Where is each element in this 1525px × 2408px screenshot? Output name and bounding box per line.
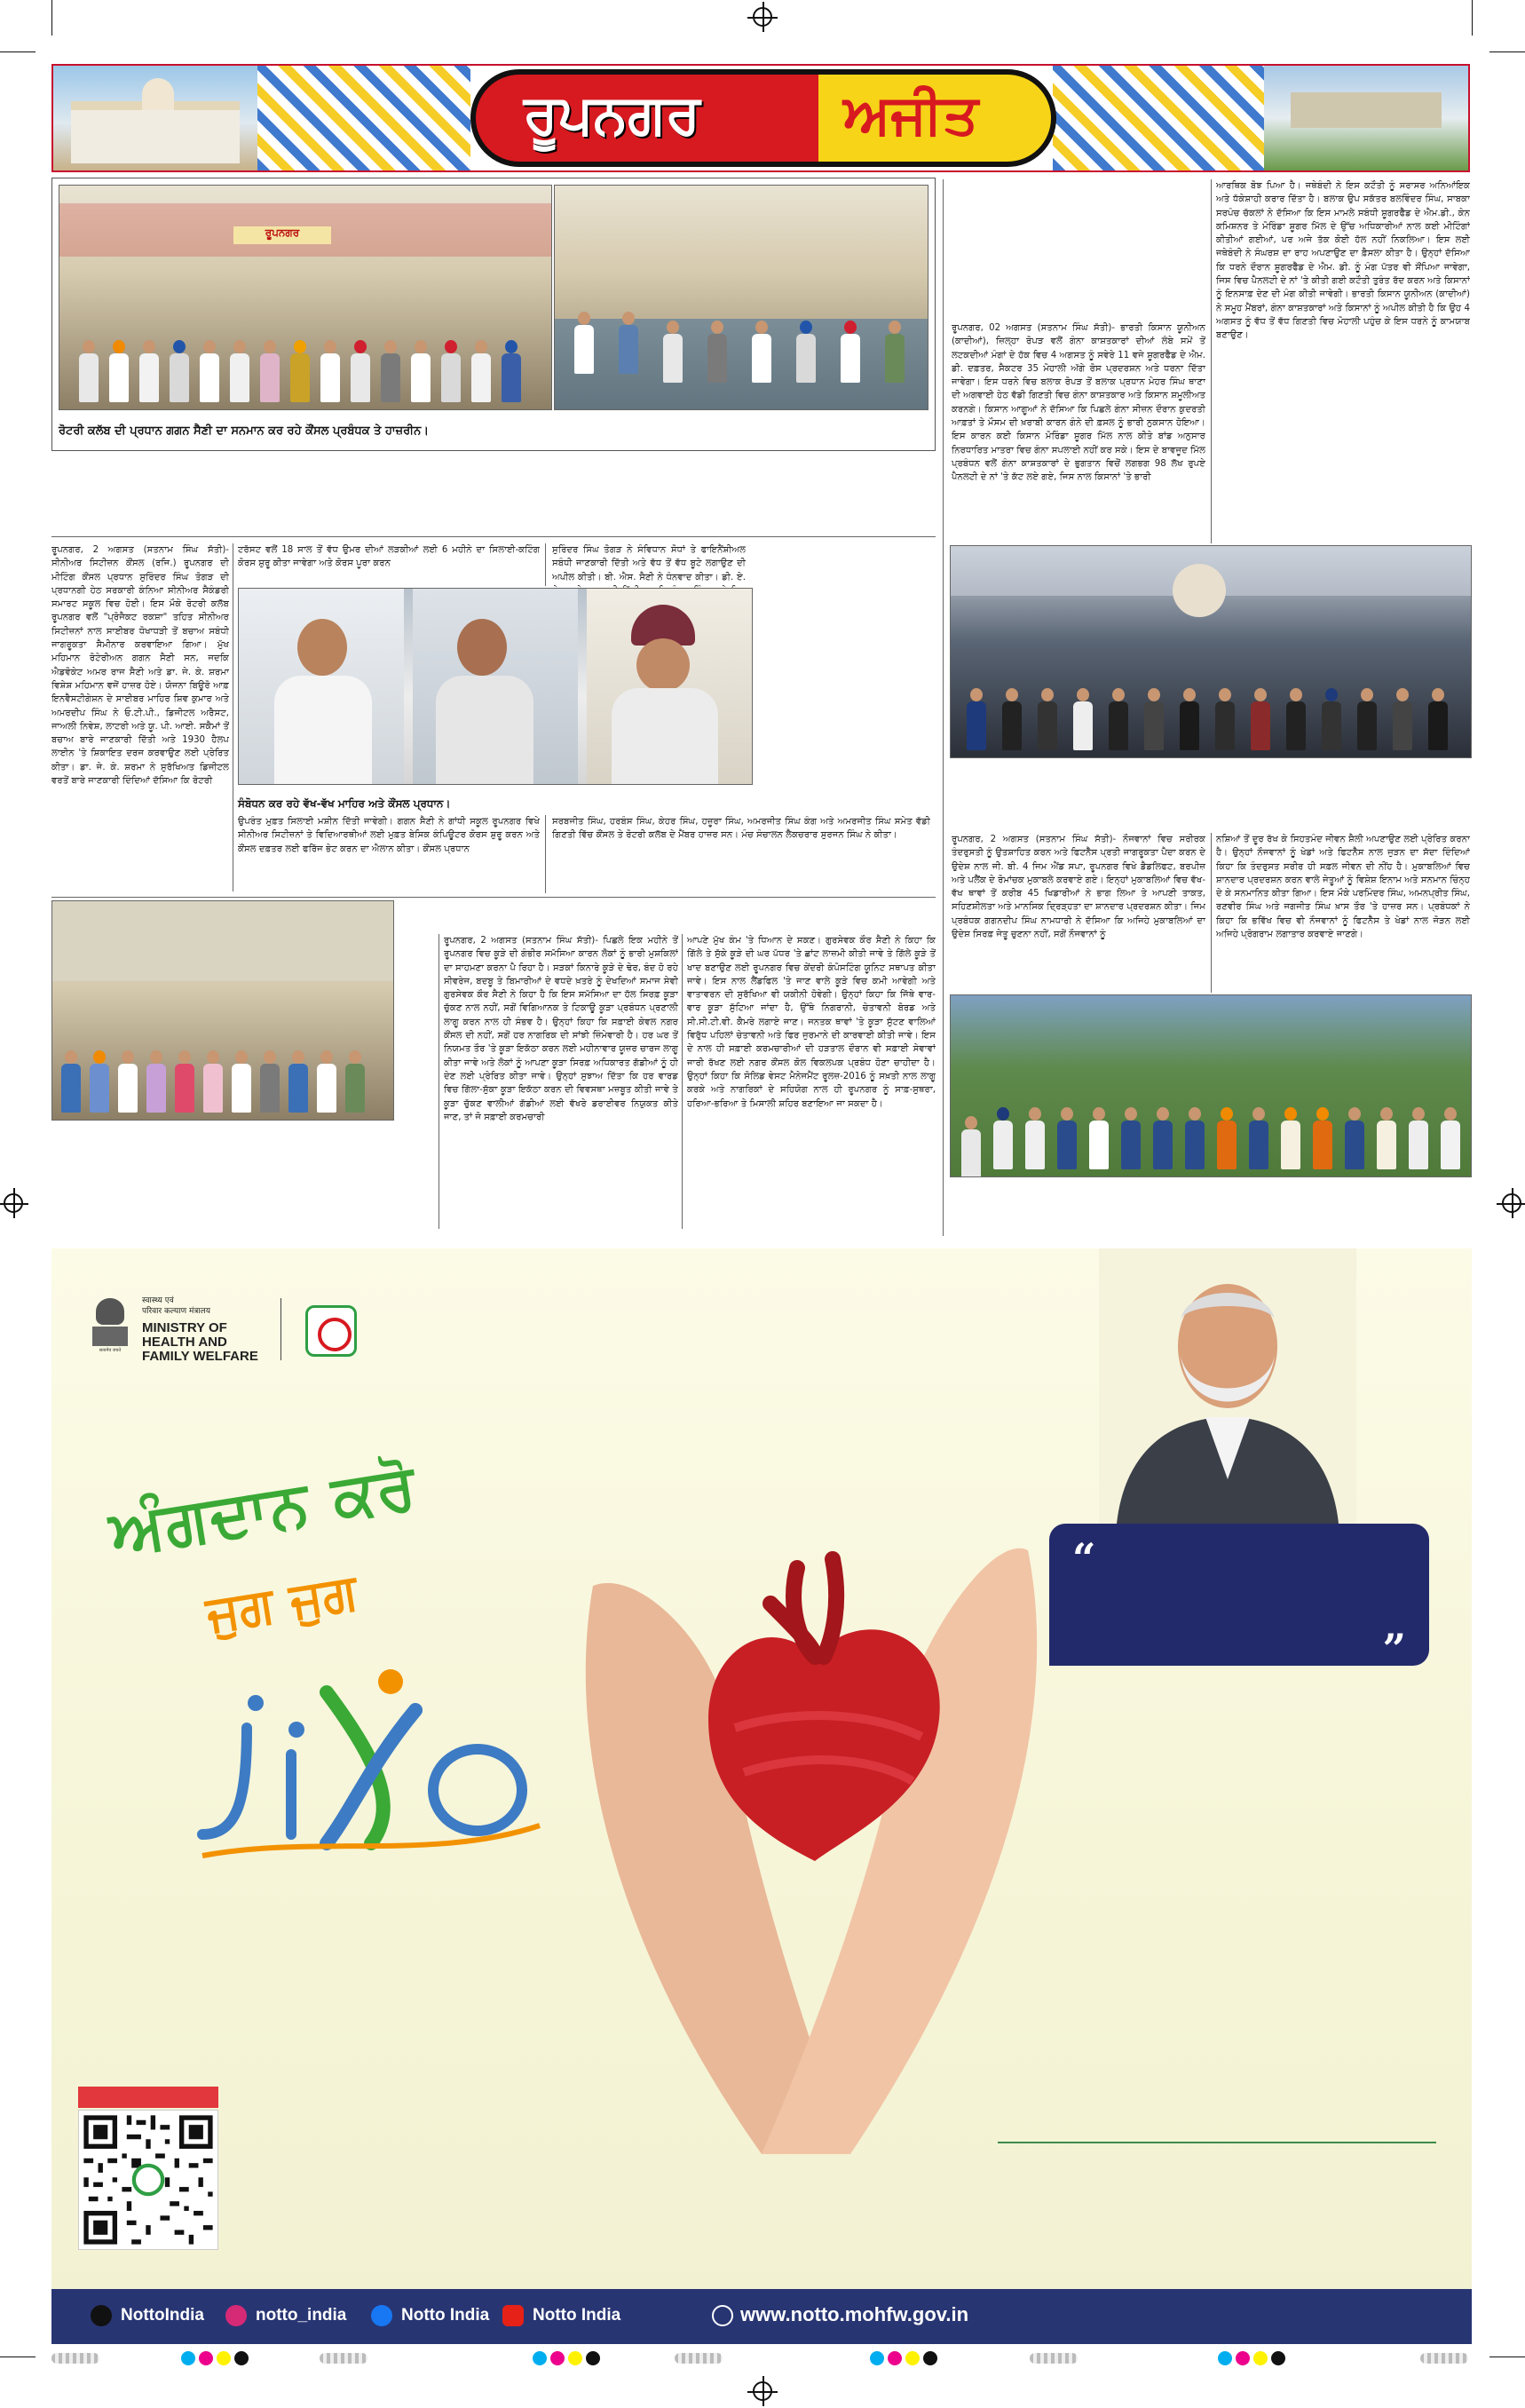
column-rule [1211, 179, 1212, 543]
story2-col2-bottom: ਉਪਰੰਤ ਮੁਫ਼ਤ ਸਿਲਾਈ ਮਸ਼ੀਨ ਦਿੱਤੀ ਜਾਵੇਗੀ। ਗਗਨ ਸੈਣੀ ਨੇ ਗਾਂਧੀ ਸਕੂਲ ਰੂਪਨਗਰ ਵਿਖੇ ਸੀਨੀਅਰ ਸਿਟੀਜ਼ਨਾਂ ਤੇ ਵਿਦਿਆਰਥੀਆਂ ਲਈ ਮੁਫ਼ਤ ਬੇਸਿਕ ਕੰਪਿਊਟਰ ਕੋਰਸ ਸ਼ੁਰੂ ਕਰਨ ਅਤੇ ਕੌਂਸਲ ਦਫ਼ਤਰ ਲਈ ਫਰਿੱਜ ਭੇਟ ਕਰਨ ਦਾ ਐਲਾਨ ਕੀਤਾ। ਕੌਂਸਲ ਪ੍ਰਧਾਨ [238, 817, 540, 854]
ministry-hindi-line2: परिवार कल्याण मंत्रालय [142, 1306, 210, 1316]
organ-donation-ad [51, 1248, 1472, 2344]
globe-icon [712, 2305, 733, 2326]
jiyo-logo-word: Jiyo [185, 1657, 186, 1658]
story5-col1: ਰੂਪਨਗਰ, 2 ਅਗਸਤ (ਸਤਨਾਮ ਸਿੰਘ ਸੱਤੀ)- ਪਿਛਲੇ ਇਕ ਮਹੀਨੇ ਤੋਂ ਰੂਪਨਗਰ ਵਿਚ ਕੂੜੇ ਦੀ ਗੰਭੀਰ ਸਮੱਸਿਆ ਕਾਰਨ ਲੋਕਾਂ ਨੂੰ ਭਾਰੀ ਮੁਸ਼ਕਿਲਾਂ ਦਾ ਸਾਹਮਣਾ ਕਰਨਾ ਪੈ ਰਿਹਾ ਹੈ। ਸੜਕਾਂ ਕਿਨਾਰੇ ਕੂੜੇ ਦੇ ਢੇਰ, ਬੰਦ ਹੋ ਰਹੇ ਸੀਵਰੇਜ, ਬਦਬੂ ਤੇ ਬਿਮਾਰੀਆਂ ਦੇ ਵਧਦੇ ਖ਼ਤਰੇ ਨੂੰ ਦੇਖਦਿਆਂ ਸਮਾਜ ਸੇਵੀ ਗੁਰਸੇਵਕ ਕੌਰ ਸੈਣੀ ਨੇ ਕਿਹਾ ਹੈ ਕਿ ਇਸ ਸਮੱਸਿਆ ਦਾ ਹੱਲ ਸਿਰਫ਼ ਕੂੜਾ ਚੁੱਕਣ ਨਾਲ ਨਹੀਂ, ਸਗੋਂ ਵਿਗਿਆਨਕ ਤੇ ਟਿਕਾਊ ਕੂੜਾ ਪ੍ਰਬੰਧਨ ਪ੍ਰਣਾਲੀ ਲਾਗੂ ਕਰਨ ਨਾਲ ਹੀ ਸੰਭਵ ਹੈ। ਉਨ੍ਹਾਂ ਕਿਹਾ ਕਿ ਸਫ਼ਾਈ ਕੇਵਲ ਨਗਰ ਕੌਂਸਲ ਦੀ ਨਹੀਂ, ਸਗੋਂ ਹਰ ਨਾਗਰਿਕ ਦੀ ਸਾਂਝੀ ਜ਼ਿੰਮੇਵਾਰੀ ਹੈ। ਹਰ ਘਰ ਤੋਂ ਨਿਯਮਤ ਤੌਰ 'ਤੇ ਕੂੜਾ ਇਕੱਠਾ ਕਰਨ ਲਈ ਮਹੀਨਾਵਾਰ ਯੂਜ਼ਰ ਚਾਰਜ ਲਾਗੂ ਕੀਤਾ ਜਾਵੇ ਅਤੇ ਲੋਕਾਂ ਨੂੰ ਆਪਣਾ ਕੂੜਾ ਸਿਰਫ਼ ਅਧਿਕਾਰਤ ਗੱਡੀਆਂ ਨੂੰ ਹੀ ਦੇਣ ਲਈ ਪ੍ਰੇਰਿਤ ਕੀਤਾ ਜਾਵੇ। ਉਨ੍ਹਾਂ ਸੁਝਾਅ ਦਿੱਤਾ ਕਿ ਹਰ ਵਾਰਡ ਵਿਚ ਗਿੱਲਾ-ਸੁੱਕਾ ਕੂੜਾ ਇਕੱਠਾ ਕਰਨ ਦੀ ਵਿਵਸਥਾ ਮਜ਼ਬੂਤ ਕੀਤੀ ਜਾਵੇ ਤੇ ਕੂੜਾ ਚੁੱਕਣ ਵਾਲੀਆਂ ਗੱਡੀਆਂ ਲਈ ਵੱਖਰੇ ਡਰਾਈਵਰ ਨਿਯੁਕਤ ਕੀਤੇ ਜਾਣ, ਤਾਂ ਜੋ ਸਫ਼ਾਈ ਕਰਮਚਾਰੀ [444, 936, 678, 1122]
story3-col1: ਰੂਪਨਗਰ, 02 ਅਗਸਤ (ਸਤਨਾਮ ਸਿੰਘ ਸੱਤੀ)- ਭਾਰਤੀ ਕਿਸਾਨ ਯੂਨੀਅਨ (ਕਾਦੀਆਂ), ਜ਼ਿਲ੍ਹਾ ਰੋਪੜ ਵਲੋਂ ਗੰਨਾ ਕਾਸ਼ਤਕਾਰਾਂ ਦੀਆਂ ਲੰਬੇ ਸਮੇਂ ਤੋਂ ਲਟਕਦੀਆਂ ਮੰਗਾਂ ਦੇ ਹੱਕ ਵਿਚ 4 ਅਗਸਤ ਨੂੰ ਸਵੇਰੇ 11 ਵਜੇ ਸ਼ੂਗਰਫੈੱਡ ਦੇ ਐਮ. ਡੀ. ਦਫ਼ਤਰ, ਸੈਕਟਰ 35 ਮੋਹਾਲੀ ਅੱਗੇ ਰੋਸ ਪ੍ਰਦਰਸ਼ਨ ਅਤੇ ਧਰਨਾ ਦਿੱਤਾ ਜਾਵੇਗਾ। ਇਸ ਧਰਨੇ ਵਿਚ ਬਲਾਕ ਰੋਪੜ ਤੋਂ ਬਲਾਕ ਪ੍ਰਧਾਨ ਮੇਹਰ ਸਿੰਘ ਥਾਣਾ ਦੀ ਅਗਵਾਈ ਹੇਠ ਵੱਡੀ ਗਿਣਤੀ ਵਿਚ ਗੰਨਾ ਕਾਸ਼ਤਕਾਰ ਅਤੇ ਕਿਸਾਨ ਸ਼ਮੂਲੀਅਤ ਕਰਨਗੇ। ਕਿਸਾਨ ਆਗੂਆਂ ਨੇ ਦੱਸਿਆ ਕਿ ਪਿਛਲੇ ਗੰਨਾ ਸੀਜ਼ਨ ਦੌਰਾਨ ਕੁਦਰਤੀ ਆਫ਼ਤਾਂ ਤੇ ਮੌਸਮ ਦੀ ਖ਼ਰਾਬੀ ਕਾਰਨ ਗੰਨੇ ਦੀ ਫ਼ਸਲ ਨੂੰ ਭਾਰੀ ਨੁਕਸਾਨ ਹੋਇਆ। ਇਸ ਕਾਰਨ ਕਈ ਕਿਸਾਨ ਮੋਰਿੰਡਾ ਸ਼ੂਗਰ ਮਿੱਲ ਨਾਲ ਕੀਤੇ ਬਾਂਡ ਅਨੁਸਾਰ ਨਿਰਧਾਰਿਤ ਮਾਤਰਾ ਵਿਚ ਗੰਨਾ ਸਪਲਾਈ ਨਹੀਂ ਕਰ ਸਕੇ। ਇਸ ਦੇ ਬਾਵਜੂਦ ਮਿੱਲ ਪ੍ਰਬੰਧਨ ਵਲੋਂ ਗੰਨਾ ਕਾਸ਼ਤਕਾਰਾਂ ਦੇ ਭੁਗਤਾਨ ਵਿਚੋਂ ਲਗਭਗ 98 ਲੱਖ ਰੁਪਏ ਪੈਨਲਟੀ ਦੇ ਨਾਂ 'ਤੇ ਕੱਟ ਲਏ ਗਏ, ਜਿਸ ਨਾਲ ਕਿਸਾਨਾਂ 'ਤੇ ਭਾਰੀ [952, 323, 1205, 483]
print-color-bar [181, 2351, 252, 2365]
instagram-icon[interactable] [225, 2305, 247, 2326]
footer-x-handle[interactable]: NottoIndia [121, 2306, 204, 2325]
masthead-title-right: ਅਜੀਤ [843, 82, 979, 147]
ministry-hindi-line1: स्वास्थ्य एवं [142, 1296, 174, 1305]
masthead [51, 64, 1470, 172]
masthead-pattern-left [257, 66, 470, 170]
registration-mark-right [1502, 1193, 1521, 1213]
print-color-bar [870, 2351, 941, 2365]
story4-col1: ਰੂਪਨਗਰ, 2 ਅਗਸਤ (ਸਤਨਾਮ ਸਿੰਘ ਸੱਤੀ)- ਨੌਜਵਾਨਾਂ ਵਿਚ ਸਰੀਰਕ ਤੰਦਰੁਸਤੀ ਨੂੰ ਉਤਸ਼ਾਹਿਤ ਕਰਨ ਅਤੇ ਫਿਟਨੈੱਸ ਪ੍ਰਤੀ ਜਾਗਰੂਕਤਾ ਪੈਦਾ ਕਰਨ ਦੇ ਉਦੇਸ਼ ਨਾਲ ਜੀ. ਬੀ. 4 ਜਿਮ ਐਂਡ ਸਪਾ, ਰੂਪਨਗਰ ਵਿਖੇ ਡੈਡਲਿਫਟ, ਬਰਪੀਜ਼ ਅਤੇ ਪਲੈਂਕ ਦੇ ਰੋਮਾਂਚਕ ਮੁਕਾਬਲੇ ਕਰਵਾਏ ਗਏ। ਇਨ੍ਹਾਂ ਮੁਕਾਬਲਿਆਂ ਵਿਚ ਵੱਖ-ਵੱਖ ਥਾਵਾਂ ਤੋਂ ਕਰੀਬ 45 ਖਿਡਾਰੀਆਂ ਨੇ ਭਾਗ ਲਿਆ ਤੇ ਆਪਣੀ ਤਾਕਤ, ਸਹਿਣਸ਼ੀਲਤਾ ਅਤੇ ਮਾਨਸਿਕ ਦ੍ਰਿੜ੍ਹਤਾ ਦਾ ਸ਼ਾਨਦਾਰ ਪ੍ਰਦਰਸ਼ਨ ਕੀਤਾ। ਜਿਮ ਪ੍ਰਬੰਧਕ ਗਗਨਦੀਪ ਸਿੰਘ ਨਾਮਧਾਰੀ ਨੇ ਦੱਸਿਆ ਕਿ ਅਜਿਹੇ ਮੁਕਾਬਲਿਆਂ ਦਾ ਉਦੇਸ਼ ਸਿਰਫ਼ ਜੇਤੂ ਚੁਣਨਾ ਨਹੀਂ, ਸਗੋਂ ਨੌਜਵਾਨਾਂ ਨੂੰ [952, 835, 1205, 940]
crop-mark [1489, 51, 1525, 52]
print-gray-bar [1420, 2353, 1468, 2364]
masthead-photo-left [53, 66, 257, 170]
column-rule [682, 934, 683, 1229]
ad-headline: ਅੰਗਦਾਨ ਕਰੋ [105, 1448, 423, 1570]
footer-website[interactable]: www.notto.mohfw.gov.in [740, 2303, 969, 2325]
story2-col1: ਰੂਪਨਗਰ, 2 ਅਗਸਤ (ਸਤਨਾਮ ਸਿੰਘ ਸੱਤੀ)- ਸੀਨੀਅਰ ਸਿਟੀਜ਼ਨ ਕੌਂਸਲ (ਰਜਿ.) ਰੂਪਨਗਰ ਦੀ ਮੀਟਿੰਗ ਕੌਂਸਲ ਪ੍ਰਧਾਨ ਸੁਰਿੰਦਰ ਸਿੰਘ ਤੋਗੜ ਦੀ ਪ੍ਰਧਾਨਗੀ ਹੇਠ ਸਰਕਾਰੀ ਕੰਨਿਆ ਸੀਨੀਅਰ ਸੈਕੰਡਰੀ ਸਮਾਰਟ ਸਕੂਲ ਵਿਚ ਹੋਈ। ਇਸ ਮੌਕੇ ਰੋਟਰੀ ਕਲੱਬ ਰੂਪਨਗਰ ਵਲੋਂ "ਪ੍ਰੋਜੈਕਟ ਰਕਸ਼ਾ" ਤਹਿਤ ਸੀਨੀਅਰ ਸਿਟੀਜ਼ਨਾਂ ਨਾਲ ਸਾਈਬਰ ਧੋਖਾਧੜੀ ਤੋਂ ਬਚਾਅ ਸਬੰਧੀ ਜਾਗਰੂਕਤਾ ਸੈਮੀਨਾਰ ਕਰਵਾਇਆ ਗਿਆ। ਮੁੱਖ ਮਹਿਮਾਨ ਰੋਟੇਰੀਅਨ ਗਗਨ ਸੈਣੀ ਸਨ, ਜਦਕਿ ਐਡਵੋਕੇਟ ਅਮਰ ਰਾਜ ਸੈਣੀ ਅਤੇ ਡਾ. ਜੇ. ਕੇ. ਸ਼ਰਮਾ ਵਿਸ਼ੇਸ਼ ਮਹਿਮਾਨ ਵਜੋਂ ਹਾਜ਼ਰ ਹੋਏ। ਯੋਜਨਾ ਬਿਊਰੋ ਆਫ਼ ਇਨਵੈਸਟੀਗੇਸ਼ਨ ਦੇ ਸਾਈਬਰ ਮਾਹਿਰ ਸ਼ਿਵ ਕੁਮਾਰ ਅਤੇ ਅਮਰਦੀਪ ਸਿੰਘ ਨੇ ਓ.ਟੀ.ਪੀ., ਡਿਜੀਟਲ ਅਰੈਸਟ, ਜਾਅਲੀ ਨਿਵੇਸ਼, ਲਾਟਰੀ ਅਤੇ ਯੂ. ਪੀ. ਆਈ. ਸਕੈਮਾਂ ਤੋਂ ਬਚਾਅ ਬਾਰੇ ਜਾਣਕਾਰੀ ਦਿੱਤੀ ਅਤੇ 1930 ਹੈਲਪ ਲਾਈਨ 'ਤੇ ਸ਼ਿਕਾਇਤ ਦਰਜ ਕਰਵਾਉਣ ਲਈ ਪ੍ਰੇਰਿਤ ਕੀਤਾ। ਡਾ. ਜੇ. ਕੇ. ਸ਼ਰਮਾ ਨੇ ਸੁਰੱਖਿਅਤ ਡਿਜੀਟਲ ਵਰਤੋਂ ਬਾਰੇ ਜਾਣਕਾਰੀ ਦਿੰਦਿਆਂ ਦੱਸਿਆ ਕਿ ਰੋਟਰੀ [51, 545, 229, 787]
facebook-icon[interactable] [371, 2305, 392, 2326]
footer-facebook-handle[interactable]: Notto India [401, 2306, 490, 2325]
print-gray-bar [51, 2353, 99, 2364]
national-emblem-icon [89, 1298, 131, 1355]
ad-rule [998, 2142, 1436, 2143]
registration-mark-left [4, 1193, 23, 1213]
story2-col3: ਸੁਰਿੰਦਰ ਸਿੰਘ ਤੋਗੜ ਨੇ ਸੰਵਿਧਾਨ ਸੋਧਾਂ ਤੇ ਫਾਇਨੈਂਸ਼ੀਅਲ ਸਬੰਧੀ ਜਾਣਕਾਰੀ ਦਿੱਤੀ ਅਤੇ ਵੱਧ ਤੋਂ ਵੱਧ ਬੂਟੇ ਲਗਾਉਣ ਦੀ ਅਪੀਲ ਕੀਤੀ। ਬੀ. ਐਸ. ਸੈਣੀ ਨੇ ਧੰਨਵਾਦ ਕੀਤਾ। ਡੀ. ਏ. [552, 545, 746, 582]
quote-close-mark: ” [1382, 1625, 1406, 1673]
masthead-photo-right [1264, 66, 1468, 170]
ministry-line1: MINISTRY OF [142, 1320, 227, 1335]
notto-logo-icon [305, 1305, 357, 1357]
print-gray-bar [1030, 2353, 1078, 2364]
ad-footer [51, 2289, 1472, 2344]
ad-subheadline: ਜੁਗ ਜੁਗ [202, 1562, 361, 1644]
story2-photo-speakers [238, 588, 753, 785]
print-color-bar [1218, 2351, 1289, 2365]
column-rule [943, 179, 944, 1236]
print-gray-bar [675, 2353, 723, 2364]
column-rule [545, 815, 546, 893]
crop-mark [1472, 0, 1473, 36]
qr-header-bar [78, 2087, 218, 2108]
youtube-icon[interactable] [502, 2305, 524, 2326]
pm-quote-box [1049, 1524, 1429, 1673]
ministry-hindi-name [142, 1296, 210, 1317]
print-gray-bar [320, 2353, 367, 2364]
registration-mark-top [753, 7, 772, 27]
story1-caption: ਰੋਟਰੀ ਕਲੱਬ ਦੀ ਪ੍ਰਧਾਨ ਗਗਨ ਸੈਣੀ ਦਾ ਸਨਮਾਨ ਕਰ ਰਹੇ ਕੌਂਸਲ ਪ੍ਰਬੰਧਕ ਤੇ ਹਾਜ਼ਰੀਨ। [59, 424, 429, 438]
story3-col2: ਆਰਥਿਕ ਬੋਝ ਪਿਆ ਹੈ। ਜਥੇਬੰਦੀ ਨੇ ਇਸ ਕਟੌਤੀ ਨੂੰ ਸਰਾਸਰ ਅਨਿਆਂਇਕ ਅਤੇ ਧੱਕੇਸ਼ਾਹੀ ਕਰਾਰ ਦਿੱਤਾ ਹੈ। ਬਲਾਕ ਉਪ ਸਕੱਤਰ ਬਲਵਿੰਦਰ ਸਿੰਘ, ਸਾਬਕਾ ਸਰਪੰਚ ਚੱਕਲਾਂ ਨੇ ਦੱਸਿਆ ਕਿ ਇਸ ਮਾਮਲੇ ਸਬੰਧੀ ਸ਼ੂਗਰਫੈੱਡ ਦੇ ਐਮ.ਡੀ., ਕੇਨ ਕਮਿਸ਼ਨਰ ਤੇ ਮੋਰਿੰਡਾ ਸ਼ੂਗਰ ਮਿੱਲ ਦੇ ਉੱਚ ਅਧਿਕਾਰੀਆਂ ਨਾਲ ਕਈ ਮੀਟਿੰਗਾਂ ਕੀਤੀਆਂ ਗਈਆਂ, ਪਰ ਅਜੇ ਤੱਕ ਕੋਈ ਹੱਲ ਨਹੀਂ ਨਿਕਲਿਆ। ਇਸ ਲਈ ਜਥੇਬੰਦੀ ਨੇ ਸੰਘਰਸ਼ ਦਾ ਰਾਹ ਅਪਣਾਉਣ ਦਾ ਫ਼ੈਸਲਾ ਕੀਤਾ ਹੈ। ਉਨ੍ਹਾਂ ਦੱਸਿਆ ਕਿ ਧਰਨੇ ਦੌਰਾਨ ਸ਼ੂਗਰਫੈੱਡ ਦੇ ਐਮ. ਡੀ. ਨੂੰ ਮੰਗ ਪੱਤਰ ਵੀ ਸੌਂਪਿਆ ਜਾਵੇਗਾ, ਜਿਸ ਵਿਚ ਪੈਨਲਟੀ ਦੇ ਨਾਂ 'ਤੇ ਕੀਤੀ ਗਈ ਕਟੌਤੀ ਤੁਰੰਤ ਰੱਦ ਕਰਨ ਅਤੇ ਕਿਸਾਨਾਂ ਨੂੰ ਇਨਸਾਫ਼ ਦੇਣ ਦੀ ਮੰਗ ਕੀਤੀ ਜਾਵੇਗੀ। ਭਾਰਤੀ ਕਿਸਾਨ ਯੂਨੀਅਨ (ਕਾਦੀਆਂ) ਨੇ ਸਮੂਹ ਮੈਂਬਰਾਂ, ਗੰਨਾ ਕਾਸ਼ਤਕਾਰਾਂ ਅਤੇ ਕਿਸਾਨਾਂ ਨੂੰ ਅਪੀਲ ਕੀਤੀ ਹੈ ਕਿ ਉਹ 4 ਅਗਸਤ ਨੂੰ ਵੱਧ ਤੋਂ ਵੱਧ ਗਿਣਤੀ ਵਿਚ ਮੋਹਾਲੀ ਪਹੁੰਚ ਕੇ ਇਸ ਧਰਨੇ ਨੂੰ ਕਾਮਯਾਬ ਬਣਾਉਣ। [1216, 181, 1470, 341]
section-rule [51, 897, 936, 898]
story1-photo-group [59, 185, 552, 410]
story1-photo-audience [554, 185, 928, 410]
column-rule [1211, 833, 1212, 993]
hands-heart-illustration [531, 1515, 1081, 2172]
print-color-bar [533, 2351, 604, 2365]
jiyo-logo [185, 1657, 557, 1861]
crop-mark [0, 51, 36, 52]
masthead-pattern-right [1053, 66, 1266, 170]
column-rule [545, 543, 546, 586]
registration-mark-bottom [753, 2381, 772, 2401]
ministry-line3: FAMILY WELFARE [142, 1348, 258, 1364]
pm-portrait [1099, 1248, 1356, 1524]
ministry-line2: HEALTH AND [142, 1334, 227, 1350]
story4-photo-field [950, 994, 1472, 1177]
masthead-title-plate [470, 69, 1056, 167]
footer-instagram-handle[interactable]: notto_india [256, 2306, 347, 2325]
qr-code[interactable] [78, 2110, 218, 2250]
story5-photo-group [51, 900, 394, 1121]
story1-banner: ਰੂਪਨਗਰ [233, 226, 331, 244]
masthead-title-left: ਰੂਪਨਗਰ [524, 82, 700, 147]
section-rule [51, 536, 936, 537]
x-icon[interactable] [91, 2305, 112, 2326]
footer-youtube-handle[interactable]: Notto India [533, 2306, 621, 2325]
story5-col2: ਆਪਣੇ ਮੁੱਖ ਕੰਮ 'ਤੇ ਧਿਆਨ ਦੇ ਸਕਣ। ਗੁਰਸੇਵਕ ਕੌਰ ਸੈਣੀ ਨੇ ਕਿਹਾ ਕਿ ਗਿੱਲੇ ਤੇ ਸੁੱਕੇ ਕੂੜੇ ਦੀ ਘਰ ਪੱਧਰ 'ਤੇ ਛਾਂਟ ਲਾਜ਼ਮੀ ਕੀਤੀ ਜਾਵੇ ਤੇ ਗਿੱਲੇ ਕੂੜੇ ਤੋਂ ਖਾਦ ਬਣਾਉਣ ਲਈ ਰੂਪਨਗਰ ਵਿਚ ਕੇਂਦਰੀ ਕੰਪੋਸਟਿੰਗ ਯੂਨਿਟ ਸਥਾਪਤ ਕੀਤਾ ਜਾਵੇ। ਇਸ ਨਾਲ ਲੈਂਡਫਿਲ 'ਤੇ ਜਾਣ ਵਾਲੇ ਕੂੜੇ ਵਿਚ ਕਮੀ ਆਵੇਗੀ ਅਤੇ ਵਾਤਾਵਰਨ ਦੀ ਸੁਰੱਖਿਆ ਵੀ ਯਕੀਨੀ ਹੋਵੇਗੀ। ਉਨ੍ਹਾਂ ਕਿਹਾ ਕਿ ਜਿੱਥੇ ਵਾਰ-ਵਾਰ ਕੂੜਾ ਸੁੱਟਿਆ ਜਾਂਦਾ ਹੈ, ਉੱਥੇ ਨਿਗਰਾਨੀ, ਚੇਤਾਵਨੀ ਬੋਰਡ ਅਤੇ ਸੀ.ਸੀ.ਟੀ.ਵੀ. ਕੈਮਰੇ ਲਗਾਏ ਜਾਣ। ਜਨਤਕ ਥਾਵਾਂ 'ਤੇ ਕੂੜਾ ਸੁੱਟਣ ਵਾਲਿਆਂ ਵਿਰੁੱਧ ਪਹਿਲਾਂ ਚੇਤਾਵਨੀ ਅਤੇ ਫਿਰ ਜੁਰਮਾਨੇ ਦੀ ਕਾਰਵਾਈ ਕੀਤੀ ਜਾਵੇ। ਇਸ ਦੇ ਨਾਲ ਹੀ ਸਫ਼ਾਈ ਕਰਮਚਾਰੀਆਂ ਦੀ ਹੜਤਾਲ ਦੌਰਾਨ ਵੀ ਸਫ਼ਾਈ ਸੇਵਾਵਾਂ ਜਾਰੀ ਰੱਖਣ ਲਈ ਨਗਰ ਕੌਂਸਲ ਕੋਲ ਵਿਕਲਪਕ ਪ੍ਰਬੰਧ ਹੋਣਾ ਚਾਹੀਦਾ ਹੈ। ਉਨ੍ਹਾਂ ਕਿਹਾ ਕਿ ਸੋਲਿਡ ਵੇਸਟ ਮੈਨੇਜਮੈਂਟ ਰੂਲਜ਼-2016 ਨੂੰ ਸਖ਼ਤੀ ਨਾਲ ਲਾਗੂ ਕਰਕੇ ਅਤੇ ਨਾਗਰਿਕਾਂ ਦੇ ਸਹਿਯੋਗ ਨਾਲ ਹੀ ਰੂਪਨਗਰ ਨੂੰ ਸਾਫ਼-ਸੁਥਰਾ, ਹਰਿਆ-ਭਰਿਆ ਤੇ ਮਿਸਾਲੀ ਸ਼ਹਿਰ ਬਣਾਇਆ ਜਾ ਸਕਦਾ ਹੈ। [687, 936, 936, 1109]
story4-col2: ਨਸ਼ਿਆਂ ਤੋਂ ਦੂਰ ਰੱਖ ਕੇ ਸਿਹਤਮੰਦ ਜੀਵਨ ਸ਼ੈਲੀ ਅਪਣਾਉਣ ਲਈ ਪ੍ਰੇਰਿਤ ਕਰਨਾ ਹੈ। ਉਨ੍ਹਾਂ ਨੌਜਵਾਨਾਂ ਨੂੰ ਖੇਡਾਂ ਅਤੇ ਫਿਟਨੈੱਸ ਨਾਲ ਜੁੜਨ ਦਾ ਸੱਦਾ ਦਿੰਦਿਆਂ ਕਿਹਾ ਕਿ ਤੰਦਰੁਸਤ ਸਰੀਰ ਹੀ ਸਫ਼ਲ ਜੀਵਨ ਦੀ ਨੀਂਹ ਹੈ। ਮੁਕਾਬਲਿਆਂ ਵਿਚ ਸ਼ਾਨਦਾਰ ਪ੍ਰਦਰਸ਼ਨ ਕਰਨ ਵਾਲੇ ਜੇਤੂਆਂ ਨੂੰ ਵਿਸ਼ੇਸ਼ ਇਨਾਮ ਅਤੇ ਸਨਮਾਨ ਚਿੰਨ੍ਹ ਦੇ ਕੇ ਸਨਮਾਨਿਤ ਕੀਤਾ ਗਿਆ। ਇਸ ਮੌਕੇ ਪਰਮਿੰਦਰ ਸਿੰਘ, ਅਮਨਪ੍ਰੀਤ ਸਿੰਘ, ਰਣਵੀਰ ਸਿੰਘ ਅਤੇ ਜਗਜੀਤ ਸਿੰਘ ਖ਼ਾਸ ਤੌਰ 'ਤੇ ਹਾਜ਼ਰ ਸਨ। ਪ੍ਰਬੰਧਕਾਂ ਨੇ ਕਿਹਾ ਕਿ ਭਵਿੱਖ ਵਿਚ ਵੀ ਨੌਜਵਾਨਾਂ ਨੂੰ ਫਿਟਨੈੱਸ ਤੇ ਖੇਡਾਂ ਨਾਲ ਜੋੜਨ ਲਈ ਅਜਿਹੇ ਪ੍ਰੋਗਰਾਮ ਲਗਾਤਾਰ ਕਰਵਾਏ ਜਾਣਗੇ। [1216, 835, 1470, 940]
emblem-motto: सत्यमेव जयते [99, 1348, 122, 1353]
story2-col2-top: ਟਰੱਸਟ ਵਲੋਂ 18 ਸਾਲ ਤੋਂ ਵੱਧ ਉਮਰ ਦੀਆਂ ਲੜਕੀਆਂ ਲਈ 6 ਮਹੀਨੇ ਦਾ ਸਿਲਾਈ-ਕਟਿੰਗ ਕੋਰਸ ਸ਼ੁਰੂ ਕੀਤਾ ਜਾਵੇਗਾ ਅਤੇ ਕੋਰਸ ਪੂਰਾ ਕਰਨ [238, 545, 540, 569]
story4-photo-gym [950, 545, 1472, 758]
story2-bottom-right: ਸਰਬਜੀਤ ਸਿੰਘ, ਹਰਬੰਸ ਸਿੰਘ, ਕੇਹਰ ਸਿੰਘ, ਹਜ਼ੂਰਾ ਸਿੰਘ, ਅਮਰਜੀਤ ਸਿੰਘ ਕੰਗ ਅਤੇ ਅਮਰਜੀਤ ਸਿੰਘ ਸਮੇਤ ਵੱਡੀ ਗਿਣਤੀ ਵਿੱਚ ਕੌਂਸਲ ਤੇ ਰੋਟਰੀ ਕਲੱਬ ਦੇ ਮੈਂਬਰ ਹਾਜ਼ਰ ਸਨ। ਮੰਚ ਸੰਚਾਲਨ ਲੈਕਚਰਾਰ ਸੁਰਜਨ ਸਿੰਘ ਨੇ ਕੀਤਾ। [552, 817, 930, 841]
ministry-name [142, 1321, 258, 1363]
story2-caption: ਸੰਬੋਧਨ ਕਰ ਰਹੇ ਵੱਖ-ਵੱਖ ਮਾਹਿਰ ਅਤੇ ਕੌਂਸਲ ਪ੍ਰਧਾਨ। [238, 797, 451, 810]
crop-mark [51, 0, 52, 36]
quote-open-mark: “ [1072, 1534, 1096, 1582]
